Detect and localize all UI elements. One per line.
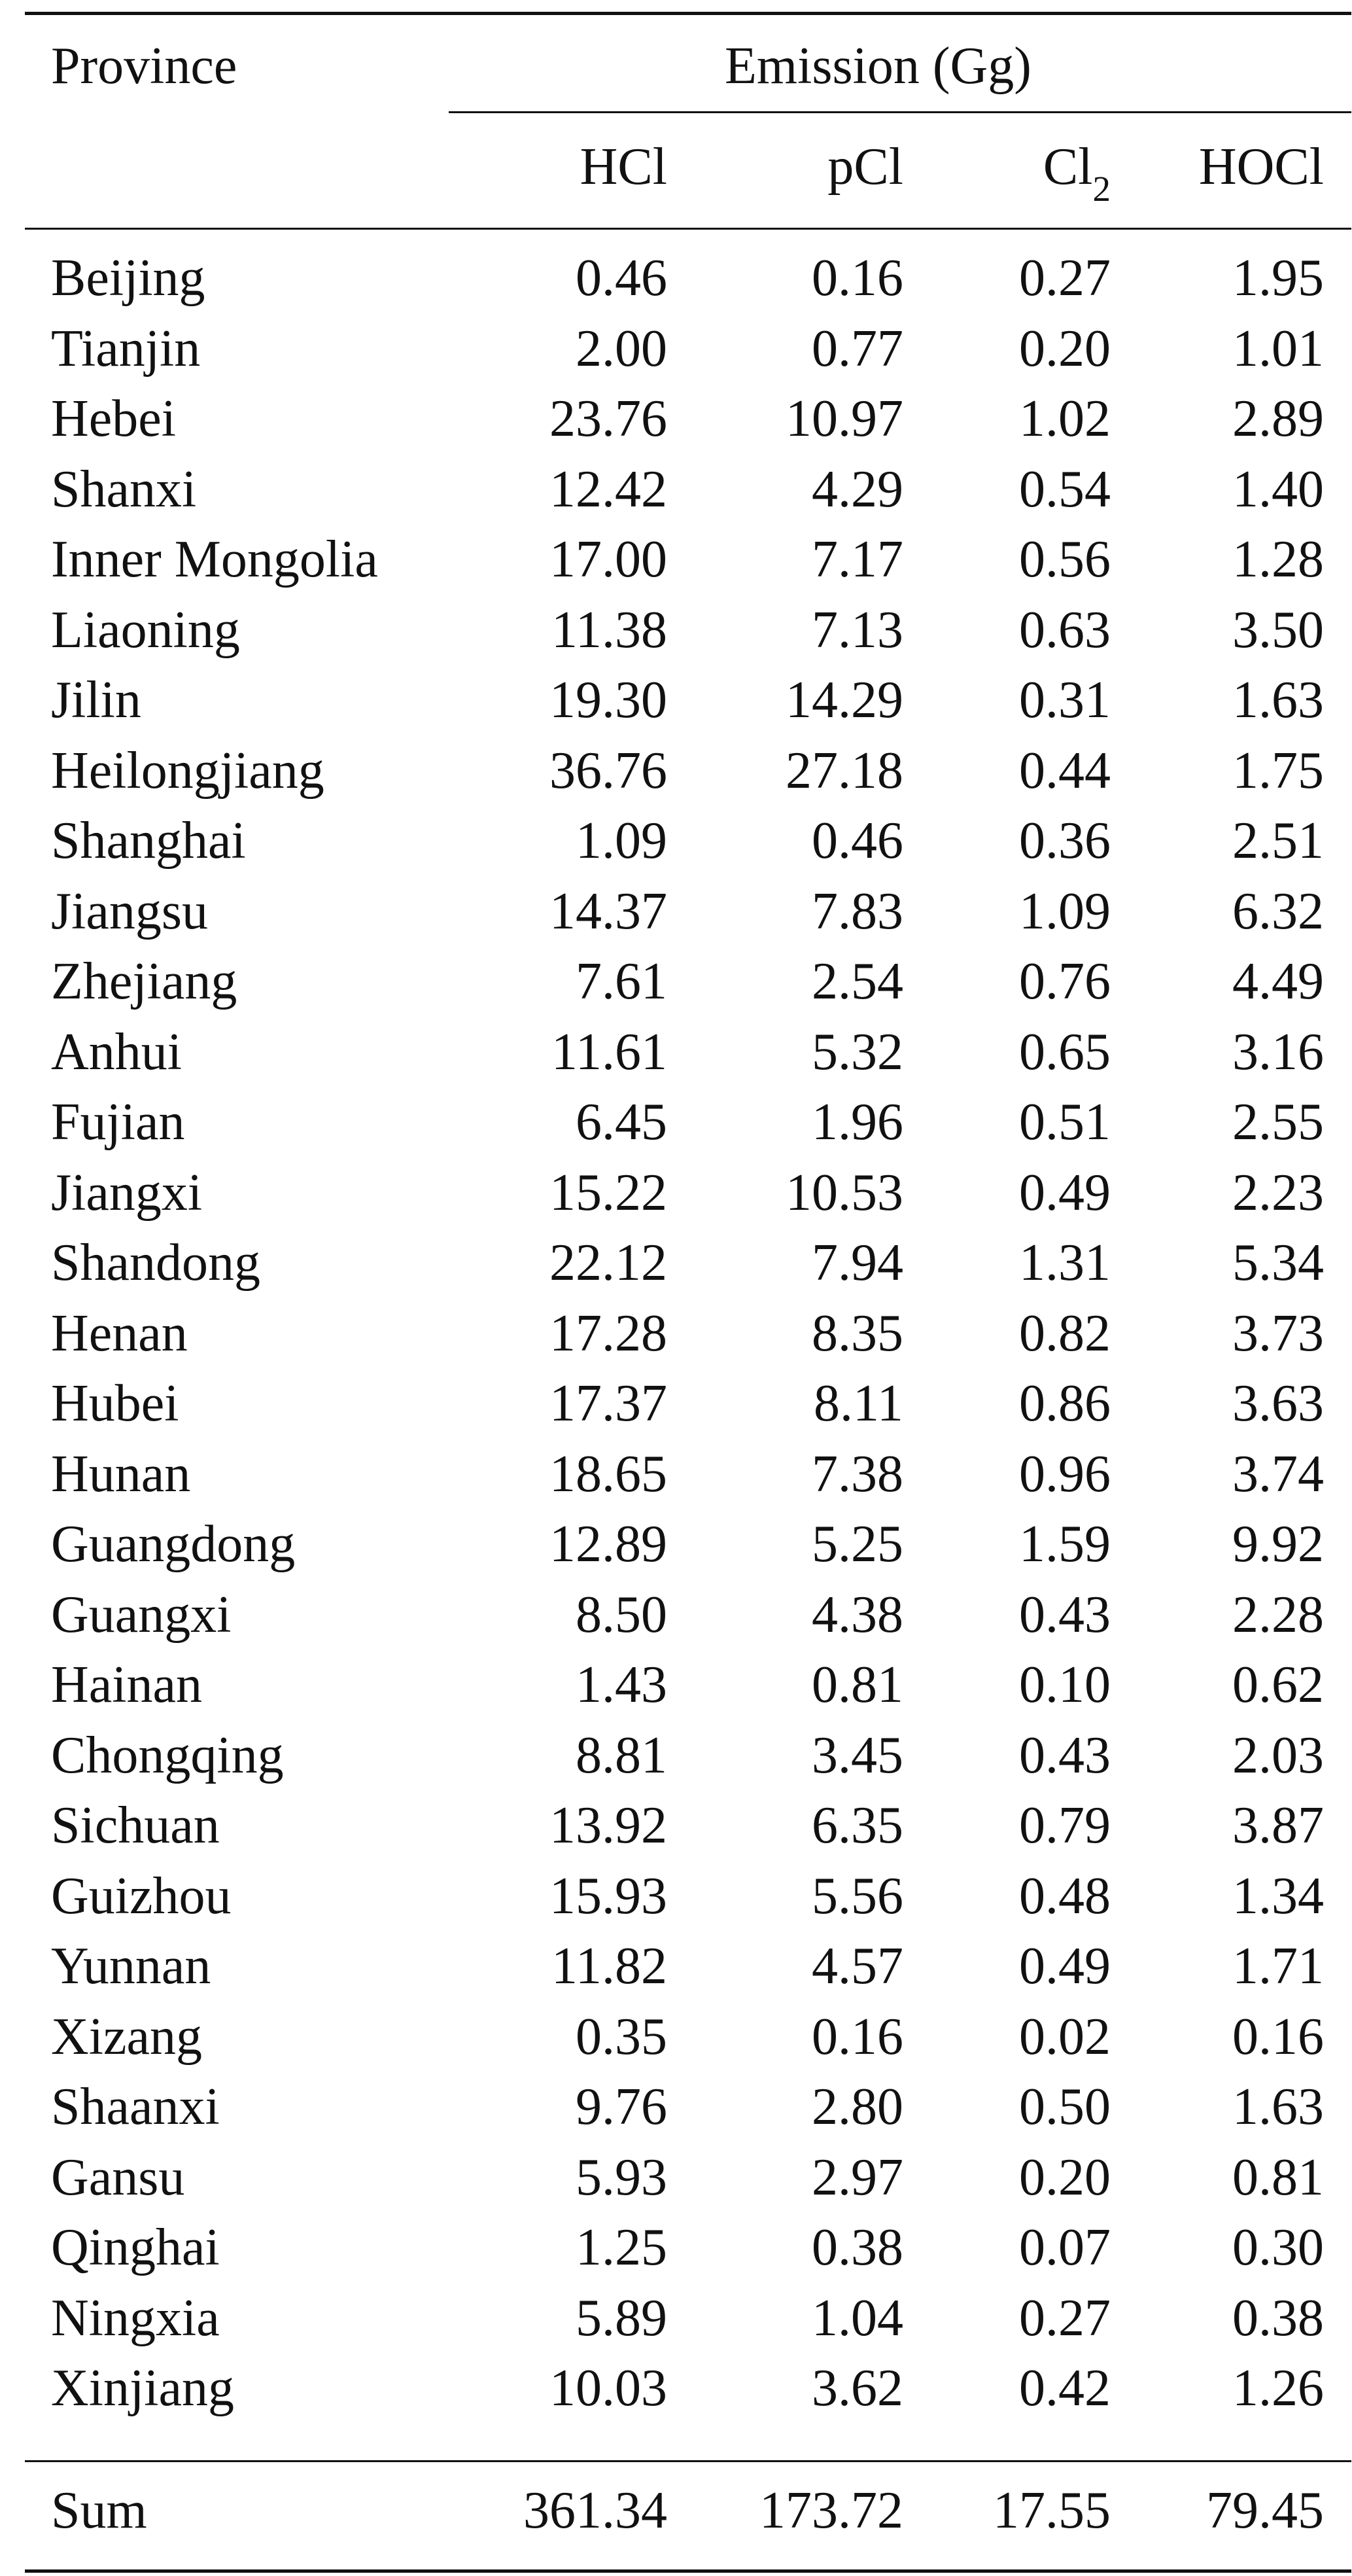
province-name: Ningxia [51,2289,220,2347]
table-row [25,1163,1351,1233]
value-hocl: 1.01 [1232,319,1324,378]
value-hcl: 8.81 [576,1726,667,1784]
value-pcl: 27.18 [786,741,903,800]
value-hcl: 11.38 [551,601,667,659]
value-cl2: 0.65 [1019,1023,1111,1081]
sum-pcl: 173.72 [759,2481,903,2539]
value-hocl: 9.92 [1232,1515,1324,1573]
sum-cl2: 17.55 [993,2481,1111,2539]
value-cl2: 0.79 [1019,1797,1111,1854]
province-name: Guizhou [51,1867,232,1925]
value-pcl: 7.13 [812,601,903,659]
table-row [25,2358,1351,2429]
province-name: Shanxi [51,460,197,518]
value-hocl: 3.74 [1232,1445,1324,1503]
province-name: Tianjin [51,319,201,378]
value-pcl: 0.38 [812,2219,903,2276]
value-cl2: 0.10 [1019,1656,1111,1714]
value-hcl: 5.93 [576,2148,667,2206]
subscript: 2 [1092,169,1111,209]
value-hcl: 0.46 [576,249,667,307]
value-pcl: 0.16 [812,249,903,307]
value-hocl: 2.89 [1232,390,1324,448]
value-pcl: 2.97 [812,2148,903,2206]
value-hocl: 3.87 [1232,1797,1324,1854]
sum-hocl: 79.45 [1206,2481,1324,2539]
value-cl2: 0.76 [1019,953,1111,1010]
value-pcl: 1.04 [812,2289,903,2347]
value-pcl: 3.45 [812,1726,903,1784]
table-row [25,1725,1351,1796]
value-cl2: 0.49 [1019,1163,1111,1222]
value-cl2: 0.86 [1019,1375,1111,1432]
value-hcl: 1.25 [576,2219,667,2276]
value-hocl: 2.55 [1232,1093,1324,1151]
value-cl2: 0.56 [1019,531,1111,588]
table-row [25,248,1351,319]
value-hocl: 0.81 [1232,2148,1324,2206]
value-cl2: 0.07 [1019,2219,1111,2276]
table-row [25,1303,1351,1374]
value-hocl: 3.50 [1232,601,1324,659]
value-cl2: 0.42 [1019,2359,1111,2417]
table-row [25,1373,1351,1444]
value-hcl: 17.28 [549,1304,667,1362]
value-hocl: 1.95 [1232,249,1324,307]
value-cl2: 0.82 [1019,1304,1111,1362]
value-pcl: 6.35 [812,1797,903,1854]
province-name: Shanghai [51,812,246,870]
value-hocl: 2.03 [1232,1726,1324,1784]
value-hocl: 4.49 [1232,953,1324,1010]
value-hocl: 1.75 [1232,741,1324,800]
bottom-rule [25,2569,1351,2573]
province-name: Shandong [51,1234,260,1292]
value-hocl: 2.28 [1232,1585,1324,1644]
value-pcl: 5.32 [812,1023,903,1081]
column-header-hcl: HCl [580,138,667,196]
value-pcl: 7.38 [812,1445,903,1503]
province-name: Qinghai [51,2219,220,2276]
value-hocl: 0.16 [1232,2007,1324,2066]
table-row [25,1795,1351,1866]
value-cl2: 0.50 [1019,2078,1111,2136]
province-name: Shaanxi [51,2078,220,2136]
value-pcl: 0.16 [812,2007,903,2066]
province-name: Beijing [51,249,205,307]
table-row [25,1092,1351,1163]
value-hocl: 2.51 [1232,812,1324,870]
value-hcl: 1.09 [576,812,667,870]
value-hcl: 22.12 [549,1234,667,1292]
table-row [25,670,1351,741]
value-pcl: 4.38 [812,1585,903,1644]
value-pcl: 8.35 [812,1304,903,1362]
table-row [25,1514,1351,1585]
value-pcl: 4.29 [812,460,903,518]
value-hocl: 1.26 [1232,2359,1324,2417]
value-pcl: 7.83 [812,882,903,940]
value-hocl: 1.63 [1232,671,1324,729]
value-cl2: 0.31 [1019,671,1111,729]
table-row [25,1233,1351,1303]
table-row [25,2007,1351,2077]
table-row [25,1655,1351,1725]
value-pcl: 7.94 [812,1234,903,1292]
value-cl2: 0.43 [1019,1726,1111,1784]
value-pcl: 14.29 [786,671,903,729]
value-pcl: 0.81 [812,1656,903,1714]
province-name: Anhui [51,1023,182,1081]
value-cl2: 1.02 [1019,390,1111,448]
value-hocl: 1.63 [1232,2078,1324,2136]
value-cl2: 0.43 [1019,1585,1111,1644]
value-hcl: 5.89 [576,2289,667,2347]
value-hcl: 14.37 [549,882,667,940]
value-pcl: 8.11 [813,1375,903,1432]
province-name: Chongqing [51,1726,284,1784]
value-hcl: 13.92 [549,1797,667,1854]
value-hcl: 15.93 [549,1867,667,1925]
value-hocl: 1.34 [1232,1867,1324,1925]
table-row [25,1444,1351,1515]
province-name: Guangxi [51,1585,232,1644]
province-name: Gansu [51,2148,185,2206]
value-hcl: 10.03 [549,2359,667,2417]
value-cl2: 0.27 [1019,2289,1111,2347]
value-pcl: 0.46 [812,812,903,870]
province-name: Guangdong [51,1515,296,1573]
value-hocl: 0.62 [1232,1656,1324,1714]
province-name: Hunan [51,1445,191,1503]
table-row [25,389,1351,459]
value-pcl: 1.96 [812,1093,903,1151]
province-name: Heilongjiang [51,741,324,800]
value-hcl: 11.82 [551,1937,667,1995]
sum-label: Sum [51,2481,147,2539]
value-cl2: 0.63 [1019,601,1111,659]
value-cl2: 0.54 [1019,460,1111,518]
value-hocl: 2.23 [1232,1163,1324,1222]
value-cl2: 1.31 [1019,1234,1111,1292]
value-pcl: 10.97 [786,390,903,448]
province-column-header: Province [51,37,237,95]
value-hocl: 1.71 [1232,1937,1324,1995]
sum-row [25,2462,1351,2569]
sum-hcl: 361.34 [523,2481,667,2539]
value-pcl: 5.56 [812,1867,903,1925]
value-hocl: 3.63 [1232,1375,1324,1432]
value-hcl: 8.50 [576,1585,667,1644]
province-name: Liaoning [51,601,240,659]
value-hcl: 12.89 [549,1515,667,1573]
value-pcl: 2.80 [812,2078,903,2136]
value-cl2: 0.49 [1019,1937,1111,1995]
table-row [25,459,1351,530]
column-header-cl2: $Cl_2$ [1043,138,1111,209]
province-name: Fujian [51,1093,185,1151]
value-pcl: 2.54 [812,953,903,1010]
value-hcl: 19.30 [549,671,667,729]
value-hocl: 3.73 [1232,1304,1324,1362]
value-cl2: 0.20 [1019,2148,1111,2206]
province-name: Hainan [51,1656,203,1714]
emission-table [25,12,1351,2573]
column-header-pcl: pCl [827,138,903,196]
table-row [25,1866,1351,1937]
value-cl2: 0.27 [1019,249,1111,307]
value-hcl: 12.42 [549,460,667,518]
value-hocl: 5.34 [1232,1234,1324,1292]
province-name: Zhejiang [51,953,237,1010]
province-name: Jilin [51,671,141,729]
table-row [25,1585,1351,1655]
province-name: Henan [51,1304,188,1362]
province-name: Inner Mongolia [51,531,378,588]
province-name: Xinjiang [51,2359,234,2417]
value-hcl: 17.37 [549,1375,667,1432]
table-row [25,600,1351,671]
value-pcl: 10.53 [786,1163,903,1222]
table-row [25,811,1351,881]
table-row [25,2217,1351,2288]
table-body [25,248,1351,2429]
value-cl2: 0.48 [1019,1867,1111,1925]
province-name: Jiangsu [51,882,208,940]
value-hcl: 23.76 [549,390,667,448]
value-pcl: 5.25 [812,1515,903,1573]
value-hcl: 15.22 [549,1163,667,1222]
province-name: Yunnan [51,1937,211,1995]
value-cl2: 0.96 [1019,1445,1111,1503]
value-hcl: 17.00 [549,531,667,588]
value-hcl: 11.61 [551,1023,667,1081]
table-row [25,1022,1351,1093]
value-hcl: 36.76 [549,741,667,800]
province-name: Sichuan [51,1797,220,1854]
province-name: Jiangxi [51,1163,203,1222]
value-hocl: 0.30 [1232,2219,1324,2276]
table-row [25,529,1351,600]
value-hcl: 1.43 [576,1656,667,1714]
table-row [25,951,1351,1022]
value-cl2: 0.51 [1019,1093,1111,1151]
value-hocl: 0.38 [1232,2289,1324,2347]
table-row [25,881,1351,952]
value-hcl: 9.76 [576,2078,667,2136]
table-row [25,1936,1351,2007]
value-cl2: 0.02 [1019,2007,1111,2066]
province-name: Hubei [51,1375,179,1432]
table-row [25,319,1351,389]
value-hocl: 1.40 [1232,460,1324,518]
value-pcl: 0.77 [812,319,903,378]
table-row [25,2077,1351,2147]
value-cl2: 1.59 [1019,1515,1111,1573]
table-row [25,2147,1351,2218]
province-name: Xizang [51,2007,203,2066]
value-pcl: 7.17 [812,531,903,588]
value-hcl: 0.35 [576,2007,667,2066]
value-cl2: 0.44 [1019,741,1111,800]
column-header-hocl: HOCl [1198,138,1324,196]
value-cl2: 0.36 [1019,812,1111,870]
value-cl2: 0.20 [1019,319,1111,378]
emission-group-header: Emission (Gg) [725,37,1031,95]
value-hcl: 18.65 [549,1445,667,1503]
value-hocl: 1.28 [1232,531,1324,588]
value-hocl: 3.16 [1232,1023,1324,1081]
value-cl2: 1.09 [1019,882,1111,940]
value-hocl: 6.32 [1232,882,1324,940]
value-pcl: 4.57 [812,1937,903,1995]
header-row-group [25,15,1351,111]
value-hcl: 2.00 [576,319,667,378]
value-hcl: 7.61 [576,953,667,1010]
header-row-columns [25,113,1351,228]
value-pcl: 3.62 [812,2359,903,2417]
table-row [25,741,1351,811]
province-name: Hebei [51,390,177,448]
table-row [25,2288,1351,2359]
value-hcl: 6.45 [576,1093,667,1151]
